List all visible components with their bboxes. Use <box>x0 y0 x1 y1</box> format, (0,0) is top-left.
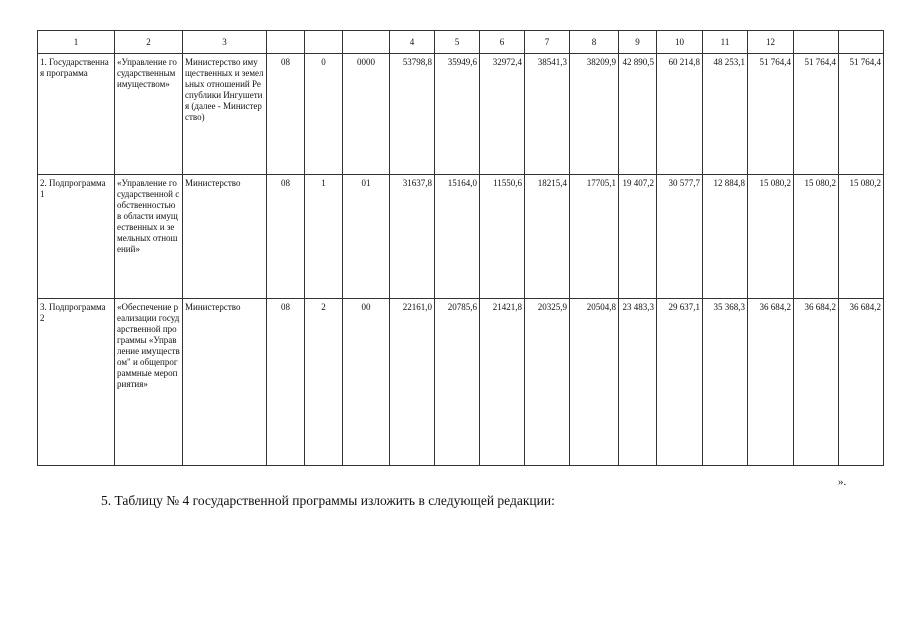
value-cell: 15 080,2 <box>794 175 839 299</box>
value-cell: 11550,6 <box>480 175 525 299</box>
header-row <box>38 31 884 54</box>
header-cell: 6 <box>480 31 525 54</box>
value-cell: 19 407,2 <box>619 175 657 299</box>
value-cell: 38541,3 <box>525 54 570 175</box>
value-cell: 51 764,4 <box>748 54 794 175</box>
status-cell: 1. Государственная программа <box>38 54 115 175</box>
value-cell: 36 684,2 <box>748 299 794 466</box>
value-cell: 17705,1 <box>570 175 619 299</box>
header-cell <box>839 31 884 54</box>
name-cell: «Управление государственным имуществом» <box>115 54 183 175</box>
value-cell: 60 214,8 <box>657 54 703 175</box>
header-cell: 11 <box>703 31 748 54</box>
code-cell: 08 <box>267 175 305 299</box>
value-cell: 35949,6 <box>435 54 480 175</box>
value-cell: 15164,0 <box>435 175 480 299</box>
value-cell: 42 890,5 <box>619 54 657 175</box>
header-cell: 12 <box>748 31 794 54</box>
header-cell: 4 <box>390 31 435 54</box>
executor-cell: Министерство <box>183 299 267 466</box>
code-cell: 2 <box>305 299 343 466</box>
header-cell: 5 <box>435 31 480 54</box>
value-cell: 31637,8 <box>390 175 435 299</box>
value-cell: 36 684,2 <box>794 299 839 466</box>
name-cell: «Управление государственной собственностью в области имущественных и земельных отношений» <box>115 175 183 299</box>
value-cell: 18215,4 <box>525 175 570 299</box>
value-cell: 30 577,7 <box>657 175 703 299</box>
header-cell <box>305 31 343 54</box>
value-cell: 48 253,1 <box>703 54 748 175</box>
executor-cell: Министерство имущественных и земельных отношений Республики Ингушетия (далее - Министерство) <box>183 54 267 175</box>
value-cell: 20785,6 <box>435 299 480 466</box>
value-cell: 51 764,4 <box>839 54 884 175</box>
value-cell: 29 637,1 <box>657 299 703 466</box>
table-row <box>38 54 884 175</box>
executor-cell: Министерство <box>183 175 267 299</box>
header-cell: 1 <box>38 31 115 54</box>
header-cell: 7 <box>525 31 570 54</box>
value-cell: 35 368,3 <box>703 299 748 466</box>
header-cell <box>794 31 839 54</box>
header-cell: 10 <box>657 31 703 54</box>
header-cell <box>343 31 390 54</box>
value-cell: 20504,8 <box>570 299 619 466</box>
name-cell: «Обеспечение реализации государственной программы «Управление имуществом" и общепрограммные мероприятия» <box>115 299 183 466</box>
header-cell: 8 <box>570 31 619 54</box>
header-cell: 3 <box>183 31 267 54</box>
value-cell: 20325,9 <box>525 299 570 466</box>
resource-table <box>37 30 884 466</box>
value-cell: 51 764,4 <box>794 54 839 175</box>
value-cell: 23 483,3 <box>619 299 657 466</box>
instruction-paragraph: 5. Таблицу № 4 государственной программы изложить в следующей редакции: <box>101 493 555 508</box>
table-row <box>38 299 884 466</box>
value-cell: 15 080,2 <box>748 175 794 299</box>
code-cell: 08 <box>267 54 305 175</box>
closing-quote-mark: ». <box>838 476 847 488</box>
header-cell: 2 <box>115 31 183 54</box>
code-cell: 1 <box>305 175 343 299</box>
value-cell: 15 080,2 <box>839 175 884 299</box>
table-row <box>38 175 884 299</box>
code-cell: 0000 <box>343 54 390 175</box>
code-cell: 08 <box>267 299 305 466</box>
header-cell: 9 <box>619 31 657 54</box>
value-cell: 38209,9 <box>570 54 619 175</box>
value-cell: 53798,8 <box>390 54 435 175</box>
header-cell <box>267 31 305 54</box>
code-cell: 0 <box>305 54 343 175</box>
code-cell: 01 <box>343 175 390 299</box>
value-cell: 21421,8 <box>480 299 525 466</box>
status-cell: 3. Подпрограмма 2 <box>38 299 115 466</box>
value-cell: 12 884,8 <box>703 175 748 299</box>
value-cell: 22161,0 <box>390 299 435 466</box>
code-cell: 00 <box>343 299 390 466</box>
status-cell: 2. Подпрограмма 1 <box>38 175 115 299</box>
value-cell: 32972,4 <box>480 54 525 175</box>
value-cell: 36 684,2 <box>839 299 884 466</box>
